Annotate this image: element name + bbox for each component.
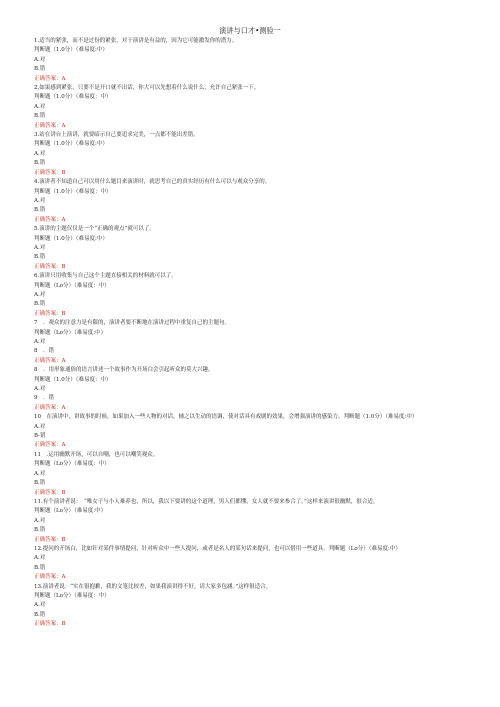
option-b: B.错 bbox=[34, 254, 46, 261]
question-stem: 13.演讲者说：“实在很抱歉，我的文笔比较差，如果我演讲得不好，请大家多包涵。”这样很适合。 bbox=[34, 583, 272, 590]
option-b: B.错 bbox=[34, 564, 46, 571]
question-meta: 判断题（Lo分）（难易度:中） bbox=[34, 508, 107, 515]
question-meta: 判断题（Lo分）（难易度:中） bbox=[34, 329, 107, 336]
question-meta: 判断题（Lo分）（难易度：中） bbox=[34, 282, 110, 289]
question-meta: 判断题（1.0分）（难易度:中） bbox=[34, 141, 108, 148]
question-stem: 8 ．用形象通俗的语言讲述一个故事作为开场白会引起听众的莫大兴趣。 bbox=[34, 367, 214, 374]
option-a: A.对 bbox=[34, 244, 46, 251]
option-a: A.对 bbox=[34, 103, 46, 110]
option-a: A.对 bbox=[34, 555, 46, 562]
question-stem: 10 在演讲中，讲故事的时候，如果加入一些人物的对话，辅之以生动的语调，使对话具有戏剧的效果，会增强演讲的感染力。判断题（1.0分）（难易度:中） bbox=[34, 414, 418, 421]
question-stem: 1.适当的紧张，而不是过份的紧张，对于演讲是有益的，因为它可能激发你的潜力。 bbox=[34, 38, 238, 44]
correct-answer: 正确答案：A bbox=[34, 357, 66, 364]
correct-answer: 正确答案：A bbox=[34, 442, 66, 449]
question-meta: 判断题（1.0分）（难易度：中） bbox=[34, 94, 112, 101]
question-meta: 判断题（Lo分）（难易度：中） bbox=[34, 461, 110, 468]
question-stem: 6.演讲只用收集与自己这个主题直接相关的材料就可以了。 bbox=[34, 273, 177, 280]
correct-answer: 正确答案：B bbox=[34, 621, 66, 628]
question-meta: 判断题（1.0分）（难易度:中） bbox=[34, 235, 108, 242]
correct-answer: 正确答案：A bbox=[34, 216, 66, 223]
correct-answer: 正确答案：A bbox=[34, 122, 66, 129]
correct-answer: 正确答案：B bbox=[34, 263, 66, 270]
question-stem: 5.演讲的主题仅仅是一个“正确的观点”就可以了。 bbox=[34, 226, 155, 233]
question-list bbox=[34, 37, 466, 630]
option-b: B.错 bbox=[34, 527, 46, 534]
question-meta: 判断题（Lo分）（难易度：中） bbox=[34, 592, 110, 599]
correct-answer: 正确答案：A bbox=[34, 574, 66, 581]
option-b: B.错 bbox=[34, 301, 46, 308]
correct-answer: 正确答案：B bbox=[34, 310, 66, 317]
correct-answer: 正确答案：B bbox=[34, 169, 66, 176]
option-a: A.对 bbox=[34, 56, 46, 63]
option-b: B.错 bbox=[34, 113, 46, 120]
question-stem: 11.有个演讲者说： “唯女子与小人难养也，所以，我以下要讲的这个道理，男人们都懂，女人就不要来参合了。”这样来演讲很幽默，很合适。 bbox=[34, 498, 379, 505]
option-b: B.错 bbox=[34, 66, 46, 73]
option-b: B.错 bbox=[34, 160, 46, 167]
option-a: A.对 bbox=[34, 517, 46, 524]
question-meta: 判断题（1.0分）（难易度：中） bbox=[34, 188, 112, 195]
option-a: A.对 bbox=[34, 386, 46, 393]
option-a: A.对 bbox=[34, 423, 46, 430]
option-b: B.错 bbox=[34, 480, 46, 487]
correct-answer: 正确答案：A bbox=[34, 75, 66, 82]
option-a: A.对 bbox=[34, 150, 46, 157]
option-b: B.错 bbox=[34, 611, 46, 618]
option-b: B.错 bbox=[34, 207, 46, 214]
correct-answer: 正确答案：A bbox=[34, 404, 66, 411]
option-a: A.对 bbox=[34, 470, 46, 477]
option-a: A.对 bbox=[34, 197, 46, 204]
correct-answer: 正确答案：B bbox=[34, 536, 66, 543]
question-meta: 判断题（1.0分）（难易度:中） bbox=[34, 47, 108, 54]
question-stem: 7 ．观众的注意力是有限的，演讲者要不断地在演讲过程中重复自己的主题句。 bbox=[34, 320, 231, 327]
option-b: 8 ．错 bbox=[34, 348, 54, 355]
option-a: A.对 bbox=[34, 602, 46, 609]
question-meta: 判断题（1.0分）（难易度：中） bbox=[34, 376, 112, 383]
question-stem: 11 .运用幽默开场，可以自嘲，也可以嘲笑观众。 bbox=[34, 451, 159, 458]
option-a: A.对 bbox=[34, 339, 46, 345]
option-b: B-错 bbox=[34, 433, 46, 440]
option-b: 9 ．错 bbox=[34, 395, 54, 402]
page-title: 演讲与口才•测验一 bbox=[219, 26, 281, 35]
question-stem: 4.演讲者不知道自己可以用什么题目来演讲时，就思考自己的真实经历有什么可以与观众分享的。 bbox=[34, 179, 271, 186]
question-stem: 2.如果感到紧张，只要不是开口就不出话，你大可以先想着什么说什么，允许自己紧张一下。 bbox=[34, 85, 260, 92]
question-stem: 12.提问的开场白，比如针对某件事情提问，针对听众中一些人提问，或者是名人的某句话来提问，也可以借用一些道具。判断题（Lo分）（难易度:中） bbox=[34, 545, 401, 552]
correct-answer: 正确答案：B bbox=[34, 489, 66, 496]
option-a: A.对 bbox=[34, 291, 46, 298]
question-stem: 3.站在讲台上演讲，就要暗示自己要追求完美，一点都不能出差错。 bbox=[34, 132, 199, 139]
